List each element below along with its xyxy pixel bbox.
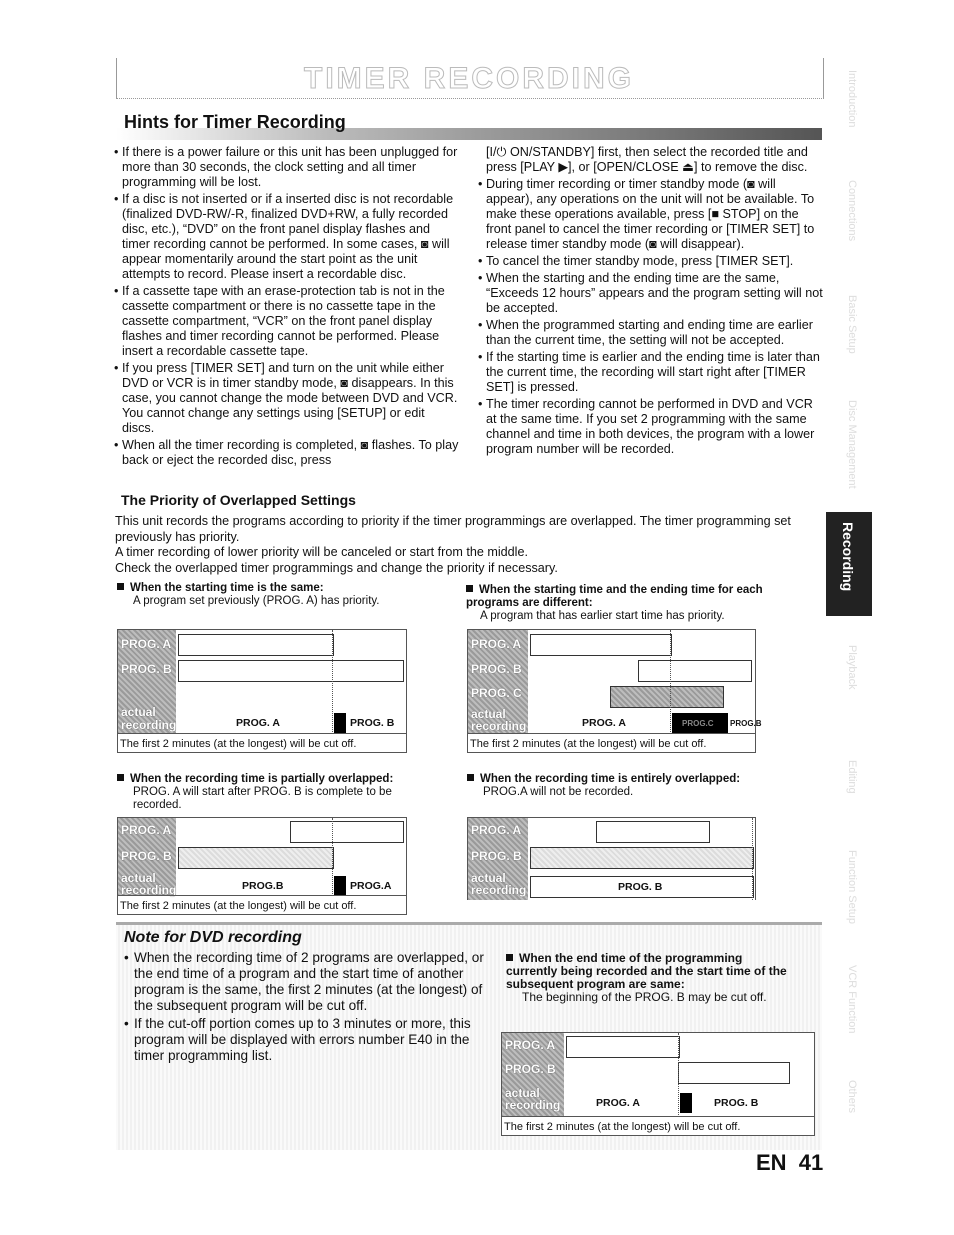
note-item: • When the recording time of 2 programs are overlapped, or the end time of a program and the start time of another program is the same, the first 2 minutes (at the longest) of the subsequent program will be cut off. (122, 950, 488, 1014)
bar-prog-a (290, 821, 404, 843)
note-list (122, 950, 488, 1066)
side-tab-label: Recording (840, 522, 856, 592)
diagram-labels (502, 1033, 564, 1117)
label-recording: recording (121, 883, 177, 897)
rec-label-b: PROG. B (618, 881, 663, 893)
case-different-times (466, 584, 766, 623)
rec-label-b: PROG. B (350, 717, 395, 729)
note-case (506, 952, 796, 1004)
hint-item: • If the starting time is earlier and the ending time is later than the current time, the recording will start right after [TIMER SET] is pressed. (478, 350, 826, 395)
diagram-caption: The first 2 minutes (at the longest) will be cut off. (470, 738, 707, 750)
side-tab-connections[interactable]: Connections (846, 180, 858, 242)
rec-label-a: PROG. A (596, 1097, 640, 1109)
cut-off-marker (680, 1093, 692, 1113)
case-entire-overlap (467, 773, 787, 799)
boundary-line (670, 630, 671, 734)
label-actual: actual (505, 1086, 540, 1100)
cut-off-marker (334, 713, 346, 733)
label-recording: recording (121, 718, 177, 732)
label-prog-a: PROG. A (121, 823, 172, 837)
bar-prog-b (178, 847, 334, 869)
diagram-caption: The first 2 minutes (at the longest) will be cut off. (120, 738, 357, 750)
note-item: • If the cut-off portion comes up to 3 minutes or more, this program will be displayed with errors number E40 in the timer programming list. (122, 1016, 488, 1064)
caption-divider (118, 733, 406, 734)
diagram-labels (468, 630, 528, 734)
caption-divider (468, 733, 755, 734)
intro-paragraph: Check the overlapped timer programmings and change the priority if necessary. (115, 560, 558, 575)
case-title: When the recording time is partially overlapped: (130, 773, 394, 785)
side-tab-others[interactable]: Others (846, 1080, 858, 1114)
bullet-square-icon (466, 585, 473, 592)
case-title: When the starting time is the same: (130, 582, 324, 594)
diagram-note (501, 1032, 815, 1136)
page-title: TIMER RECORDING (304, 62, 634, 95)
hint-item: • If a cassette tape with an erase-protection tab is not in the cassette compartment or there is no cassette tape in the cassette compartment, “VCR” on the front panel display flashes and timer recording cannot be performed. Please insert a recordable cassette tape. (114, 284, 459, 359)
diagram-labels (118, 818, 176, 896)
case-same-start (117, 582, 457, 608)
boundary-line (678, 1033, 679, 1117)
bullet-square-icon (117, 583, 124, 590)
hint-item: • If a disc is not inserted or if a inserted disc is not recordable (finalized DVD-RW/-R, finalized DVD+RW, a fully recorded disc, etc.), “DVD” on the front panel display flashes and timer recording cannot be performed. In some cases, ◙ will appear momentarily around the start point as the unit attempts to record. Please insert a recordable disc. (114, 192, 459, 282)
hint-item: • When the programmed starting and ending time are earlier than the current time, the setting will not be accepted. (478, 318, 826, 348)
label-prog-b: PROG. B (505, 1062, 556, 1076)
case-desc: PROG. A will start after PROG. B is complete to be recorded. (133, 786, 392, 811)
side-tab-disc-management[interactable]: Disc Management (846, 400, 858, 489)
bar-prog-b (530, 847, 754, 869)
label-prog-a: PROG. A (121, 637, 172, 651)
label-recording: recording (471, 883, 527, 897)
label-recording: recording (505, 1098, 561, 1112)
hint-item: • The timer recording cannot be performed in DVD and VCR at the same time. If you set 2 programming with the same channel and time in both devices, the program with a lower program number will be recorded. (478, 397, 826, 457)
caption-divider (502, 1116, 814, 1117)
section-heading: The Priority of Overlapped Settings (121, 492, 356, 508)
case-title: When the starting time and the ending time for each programs are different: (466, 584, 763, 609)
page-num-value: 41 (798, 1150, 824, 1175)
diagram-entire-overlap (467, 817, 756, 900)
hint-item: • If there is a power failure or this unit has been unplugged for more than 30 seconds, the clock setting and all timer programming will be lost. (114, 145, 459, 190)
bar-prog-b (178, 660, 404, 682)
label-actual: actual (471, 871, 506, 885)
bullet-square-icon (506, 954, 513, 961)
case-desc: The beginning of the PROG. B may be cut off. (522, 990, 767, 1004)
rec-label-b: PROG.B (730, 719, 762, 728)
caption-divider (118, 895, 406, 896)
bullet-square-icon (467, 774, 474, 781)
hint-item: • During timer recording or timer standby mode (◙ will appear), any operations on the unit will not be available. To make these operations available, press [■ STOP] on the front panel to cancel the timer recording or [TIMER SET] to release timer standby mode (◙ will disappear). (478, 177, 826, 252)
diagram-partial-overlap (117, 817, 407, 915)
rec-label-b: PROG.B (242, 880, 284, 892)
side-tab-playback[interactable]: Playback (846, 645, 858, 690)
case-desc: A program set previously (PROG. A) has priority. (133, 595, 380, 607)
bar-prog-a (566, 1036, 680, 1058)
rec-label-b: PROG. B (714, 1097, 759, 1109)
page-number (756, 1150, 823, 1176)
side-tab-basic-setup[interactable]: Basic Setup (846, 295, 858, 354)
diagram-same-start (117, 629, 407, 753)
boundary-line (332, 630, 333, 734)
note-title: Note for DVD recording (124, 929, 302, 946)
bar-prog-b (678, 1062, 790, 1084)
diagram-different-times (467, 629, 762, 753)
hint-item: • When all the timer recording is completed, ◙ flashes. To play back or eject the recorded disc, press (114, 438, 459, 468)
side-tab-function-setup[interactable]: Function Setup (846, 850, 858, 924)
bar-prog-b (638, 660, 752, 682)
label-prog-b: PROG. B (121, 849, 172, 863)
intro-paragraph: This unit records the programs according to priority if the timer programmings are overlapped. The timer programming set previously has priority. (115, 514, 791, 544)
label-prog-c: PROG. C (471, 686, 522, 700)
diagram-caption: The first 2 minutes (at the longest) will be cut off. (504, 1121, 741, 1133)
label-actual: actual (471, 707, 506, 721)
side-tab-recording-active[interactable] (826, 512, 872, 616)
hints-right-column (478, 145, 826, 459)
label-recording: recording (471, 719, 527, 733)
rec-label-a: PROG.A (350, 880, 392, 892)
bullet-square-icon (117, 774, 124, 781)
diagram-labels (118, 630, 176, 734)
hints-heading: Hints for Timer Recording (124, 112, 346, 132)
side-tab-vcr-function[interactable]: VCR Function (846, 965, 858, 1034)
hint-item: • To cancel the timer standby mode, press [TIMER SET]. (478, 254, 826, 269)
hint-item: • When the starting and the ending time are the same, “Exceeds 12 hours” appears and the program setting will not be accepted. (478, 271, 826, 316)
rec-label-a: PROG. A (582, 717, 626, 729)
priority-intro (115, 514, 815, 576)
language-code: EN (756, 1150, 787, 1175)
bar-prog-a (596, 821, 710, 843)
label-prog-b: PROG. B (121, 662, 172, 676)
hints-left-column (114, 145, 459, 470)
label-prog-a: PROG. A (505, 1038, 556, 1052)
label-prog-a: PROG. A (471, 823, 522, 837)
label-prog-b: PROG. B (471, 662, 522, 676)
case-desc: A program that has earlier start time has priority. (480, 610, 725, 622)
boundary-line (752, 818, 753, 900)
hint-continued: [I/⏻ ON/STANDBY] first, then select the recorded title and press [PLAY ▶], or [OPEN/CLOSE ⏏] to remove the disc. (486, 145, 808, 174)
rec-label-a: PROG. A (236, 717, 280, 729)
diagram-labels (468, 818, 528, 900)
label-actual: actual (121, 705, 156, 719)
label-prog-b: PROG. B (471, 849, 522, 863)
bar-prog-c (610, 686, 724, 708)
case-title: When the end time of the programming currently being recorded and the start time of the subsequent program are same: (506, 951, 787, 991)
bar-prog-a (530, 634, 672, 656)
case-title: When the recording time is entirely overlapped: (480, 773, 741, 785)
label-prog-a: PROG. A (471, 637, 522, 651)
rec-label-c: PROG.C (682, 719, 714, 728)
bar-prog-a (178, 634, 334, 656)
hint-item: • If you press [TIMER SET] and turn on the unit while either DVD or VCR is in timer standby mode, ◙ disappears. In this case, you cannot change the mode between DVD and VCR. You cannot change any settings using [SETUP] or edit discs. (114, 361, 459, 436)
case-partial-overlap (117, 773, 437, 812)
cut-off-marker (334, 876, 346, 896)
boundary-line (332, 818, 333, 896)
side-tab-introduction[interactable]: Introduction (846, 70, 858, 128)
diagram-caption: The first 2 minutes (at the longest) will be cut off. (120, 900, 357, 912)
case-desc: PROG.A will not be recorded. (483, 786, 634, 798)
label-actual: actual (121, 871, 156, 885)
intro-paragraph: A timer recording of lower priority will be canceled or start from the middle. (115, 545, 528, 559)
side-tab-editing[interactable]: Editing (846, 760, 858, 794)
